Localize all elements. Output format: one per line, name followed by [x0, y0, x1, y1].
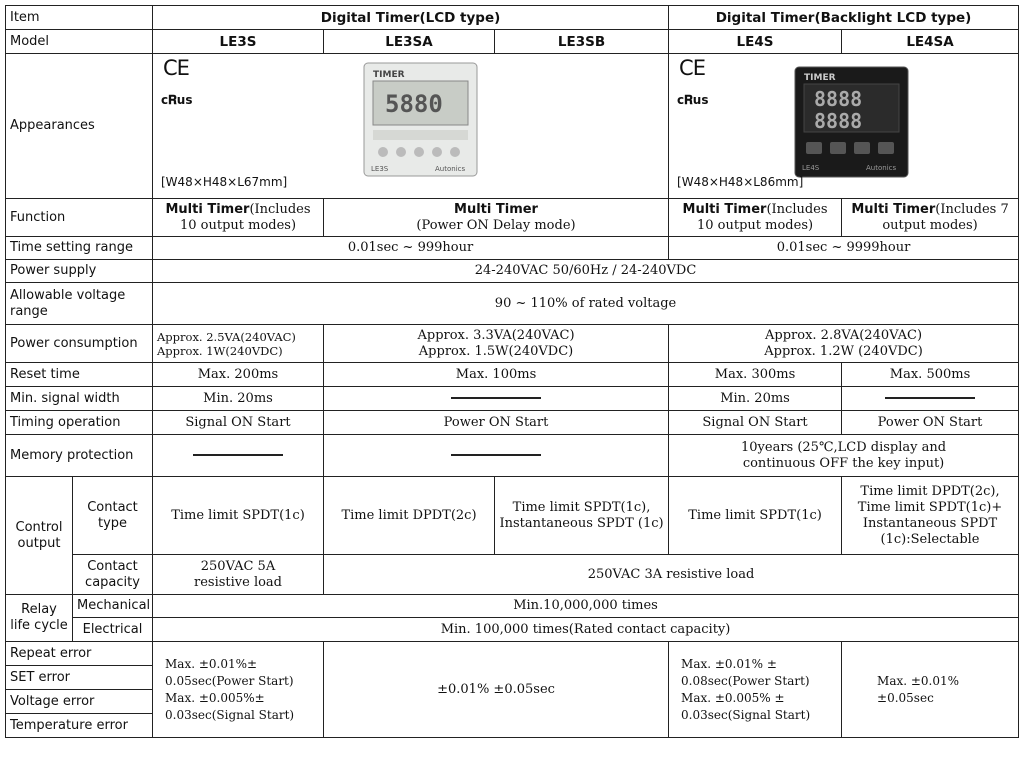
backlight-model-label: LE4S	[802, 164, 820, 172]
reset-time-le4s: Max. 300ms	[669, 363, 842, 387]
contact-capacity-label: Contact capacity	[73, 555, 153, 595]
timing-operation-le4sa: Power ON Start	[842, 411, 1019, 435]
power-consumption-le3s: Approx. 2.5VA(240VAC) Approx. 1W(240VDC)	[153, 325, 324, 363]
contact-capacity-le3s: 250VAC 5A resistive load	[153, 555, 324, 595]
contact-type-label: Contact type	[73, 477, 153, 555]
lcd-display: 5880	[385, 90, 443, 118]
memory-le3sab	[324, 435, 669, 477]
backlight-appearance-cell	[669, 54, 1019, 199]
electrical-label: Electrical	[73, 618, 153, 642]
lcd-model-label: LE3S	[371, 165, 389, 173]
allowable-voltage-label: Allowable voltage range	[6, 283, 153, 325]
model-le3sa: LE3SA	[324, 30, 495, 54]
time-range-label: Time setting range	[6, 237, 153, 260]
temperature-error-label: Temperature error	[6, 714, 153, 738]
lcd-appearance-cell	[153, 54, 669, 199]
relay-life-label: Relay life cycle	[6, 595, 73, 642]
function-le4s: Multi Timer(Includes 10 output modes)	[669, 199, 842, 237]
ce-mark-icon: CE	[679, 56, 705, 80]
timing-operation-le3s: Signal ON Start	[153, 411, 324, 435]
memory-le3s	[153, 435, 324, 477]
power-supply-label: Power supply	[6, 260, 153, 283]
header-row	[6, 6, 1019, 30]
lcd-group-header: Digital Timer(LCD type)	[153, 6, 669, 30]
error-le4s: Max. ±0.01% ± 0.08sec(Power Start) Max. ±0.005% ± 0.03sec(Signal Start)	[669, 642, 842, 738]
function-le3s: Multi Timer(Includes 10 output modes)	[153, 199, 324, 237]
mechanical-label: Mechanical	[73, 595, 153, 618]
reset-time-label: Reset time	[6, 363, 153, 387]
contact-type-le3s: Time limit SPDT(1c)	[153, 477, 324, 555]
timing-operation-le4s: Signal ON Start	[669, 411, 842, 435]
contact-type-le4s: Time limit SPDT(1c)	[669, 477, 842, 555]
reset-time-le3sab: Max. 100ms	[324, 363, 669, 387]
contact-capacity-other: 250VAC 3A resistive load	[324, 555, 1019, 595]
contact-type-le4sa: Time limit DPDT(2c), Time limit SPDT(1c)+ Instantaneous SPDT (1c):Selectable	[842, 477, 1019, 555]
model-label: Model	[6, 30, 153, 54]
power-consumption-le4: Approx. 2.8VA(240VAC) Approx. 1.2W (240VDC)	[669, 325, 1019, 363]
reset-time-le4sa: Max. 500ms	[842, 363, 1019, 387]
ul-mark-icon: c𝐑us	[677, 93, 709, 107]
electrical-value: Min. 100,000 times(Rated contact capacity)	[153, 618, 1019, 642]
repeat-error-row	[6, 642, 1019, 666]
ce-mark-icon: CE	[163, 56, 189, 80]
function-le4sa: Multi Timer(Includes 7 output modes)	[842, 199, 1019, 237]
min-signal-row	[6, 387, 1019, 411]
allowable-voltage-value: 90 ~ 110% of rated voltage	[153, 283, 1019, 325]
error-le3sab: ±0.01% ±0.05sec	[324, 642, 669, 738]
model-le4sa: LE4SA	[842, 30, 1019, 54]
lcd-timer-image	[363, 62, 478, 177]
item-header: Item	[6, 6, 153, 30]
not-applicable-dash	[451, 397, 541, 399]
function-row	[6, 199, 1019, 237]
repeat-error-label: Repeat error	[6, 642, 153, 666]
memory-row	[6, 435, 1019, 477]
appearances-row	[6, 54, 1019, 199]
time-range-row	[6, 237, 1019, 260]
spec-table	[5, 5, 1019, 738]
control-output-label: Control output	[6, 477, 73, 595]
power-supply-value: 24-240VAC 50/60Hz / 24-240VDC	[153, 260, 1019, 283]
time-range-backlight: 0.01sec ~ 9999hour	[669, 237, 1019, 260]
function-le3sab: Multi Timer (Power ON Delay mode)	[324, 199, 669, 237]
model-le3s: LE3S	[153, 30, 324, 54]
lcd-dimension: [W48×H48×L67mm]	[161, 175, 288, 189]
power-consumption-le3sab: Approx. 3.3VA(240VAC) Approx. 1.5W(240VDC)	[324, 325, 669, 363]
backlight-display-2: 8888	[814, 109, 863, 133]
function-label: Function	[6, 199, 153, 237]
time-range-lcd: 0.01sec ~ 999hour	[153, 237, 669, 260]
backlight-dimension: [W48×H48×L86mm]	[677, 175, 804, 189]
reset-time-le3s: Max. 200ms	[153, 363, 324, 387]
not-applicable-dash	[451, 454, 541, 456]
reset-time-row	[6, 363, 1019, 387]
backlight-display-1: 8888	[814, 87, 863, 111]
appearances-label: Appearances	[6, 54, 153, 199]
contact-type-row	[6, 477, 1019, 555]
timing-operation-row	[6, 411, 1019, 435]
min-signal-le4s: Min. 20ms	[669, 387, 842, 411]
model-row	[6, 30, 1019, 54]
not-applicable-dash	[885, 397, 975, 399]
memory-le4: 10years (25℃,LCD display and continuous OFF the key input)	[669, 435, 1019, 477]
power-supply-row	[6, 260, 1019, 283]
backlight-timer-image	[794, 66, 909, 178]
allowable-voltage-row	[6, 283, 1019, 325]
backlight-brand-label: Autonics	[866, 164, 897, 172]
contact-type-le3sb: Time limit SPDT(1c), Instantaneous SPDT (1c)	[495, 477, 669, 555]
mechanical-value: Min.10,000,000 times	[153, 595, 1019, 618]
min-signal-label: Min. signal width	[6, 387, 153, 411]
contact-capacity-row	[6, 555, 1019, 595]
power-consumption-label: Power consumption	[6, 325, 153, 363]
error-le4sa: Max. ±0.01% ±0.05sec	[842, 642, 1019, 738]
timing-operation-le3sab: Power ON Start	[324, 411, 669, 435]
voltage-error-label: Voltage error	[6, 690, 153, 714]
lcd-brand: TIMER	[373, 70, 405, 80]
mechanical-row	[6, 595, 1019, 618]
timing-operation-label: Timing operation	[6, 411, 153, 435]
ul-mark-icon: c𝐑us	[161, 93, 193, 107]
min-signal-le3s: Min. 20ms	[153, 387, 324, 411]
backlight-brand: TIMER	[804, 73, 836, 83]
set-error-label: SET error	[6, 666, 153, 690]
error-le3s: Max. ±0.01%± 0.05sec(Power Start) Max. ±0.005%± 0.03sec(Signal Start)	[153, 642, 324, 738]
min-signal-le3sab	[324, 387, 669, 411]
model-le4s: LE4S	[669, 30, 842, 54]
min-signal-le4sa	[842, 387, 1019, 411]
contact-type-le3sa: Time limit DPDT(2c)	[324, 477, 495, 555]
backlight-group-header: Digital Timer(Backlight LCD type)	[669, 6, 1019, 30]
memory-label: Memory protection	[6, 435, 153, 477]
model-le3sb: LE3SB	[495, 30, 669, 54]
not-applicable-dash	[193, 454, 283, 456]
lcd-brand-label: Autonics	[435, 165, 466, 173]
electrical-row	[6, 618, 1019, 642]
power-consumption-row	[6, 325, 1019, 363]
